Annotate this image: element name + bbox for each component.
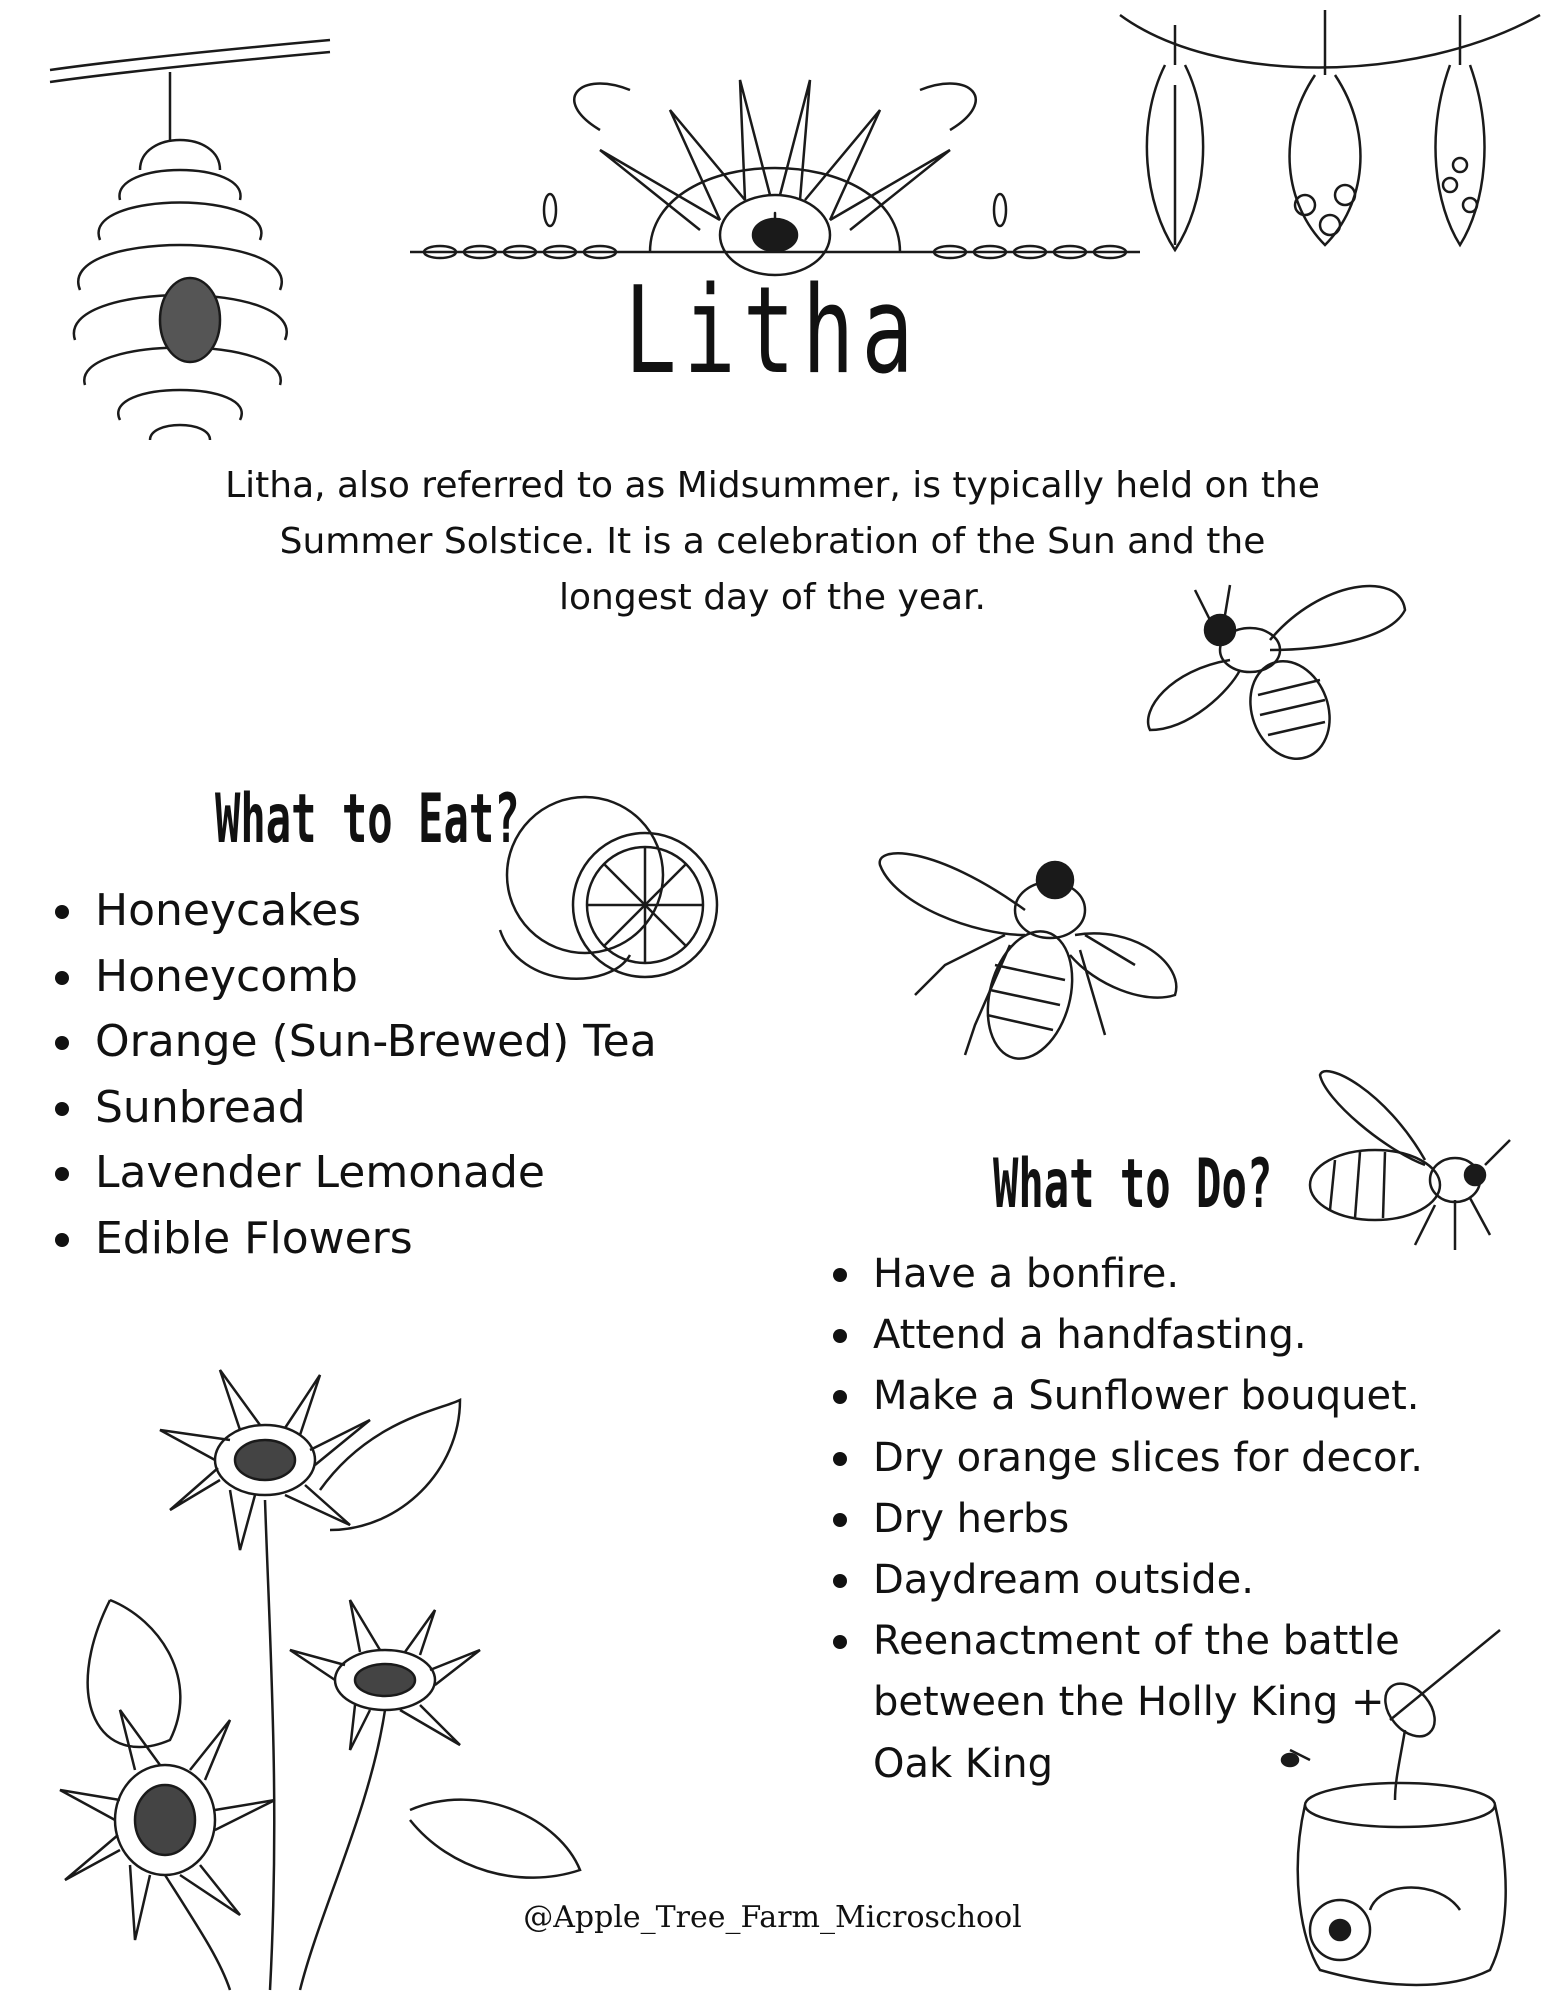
footer-credit: @Apple_Tree_Farm_Microschool: [523, 1900, 1022, 1935]
eat-heading: What to Eat?: [215, 780, 520, 859]
bee-icon: [1295, 1060, 1515, 1260]
list-item: Have a bonfire.: [833, 1244, 1473, 1305]
list-item: Attend a handfasting.: [833, 1305, 1473, 1366]
list-item: Sunbread: [55, 1075, 775, 1141]
do-heading: What to Do?: [993, 1145, 1273, 1224]
list-item: Honeycomb: [55, 944, 775, 1010]
list-item: Reenactment of the battle between the Holly King + Oak King: [833, 1611, 1473, 1795]
list-item: Daydream outside.: [833, 1550, 1473, 1611]
list-item: Lavender Lemonade: [55, 1140, 775, 1206]
list-item: Honeycakes: [55, 878, 775, 944]
intro-text: Litha, also referred to as Midsummer, is typically held on the Summer Solstice. It is a celebration of the Sun and the longest day of the year.: [225, 465, 1320, 618]
list-item: Make a Sunflower bouquet.: [833, 1366, 1473, 1427]
page-title: Litha: [624, 262, 921, 401]
bee-icon: [875, 825, 1195, 1085]
list-item: Orange (Sun-Brewed) Tea: [55, 1009, 775, 1075]
hanging-herbs-icon: [1115, 5, 1545, 265]
sunflower-laurel-icon: [400, 20, 1150, 280]
bee-icon: [1140, 570, 1410, 790]
eat-list: [55, 878, 775, 1271]
list-item: Dry orange slices for decor.: [833, 1428, 1473, 1489]
sunflowers-icon: [40, 1350, 600, 1990]
list-item: Edible Flowers: [55, 1206, 775, 1272]
list-item: Dry herbs: [833, 1489, 1473, 1550]
